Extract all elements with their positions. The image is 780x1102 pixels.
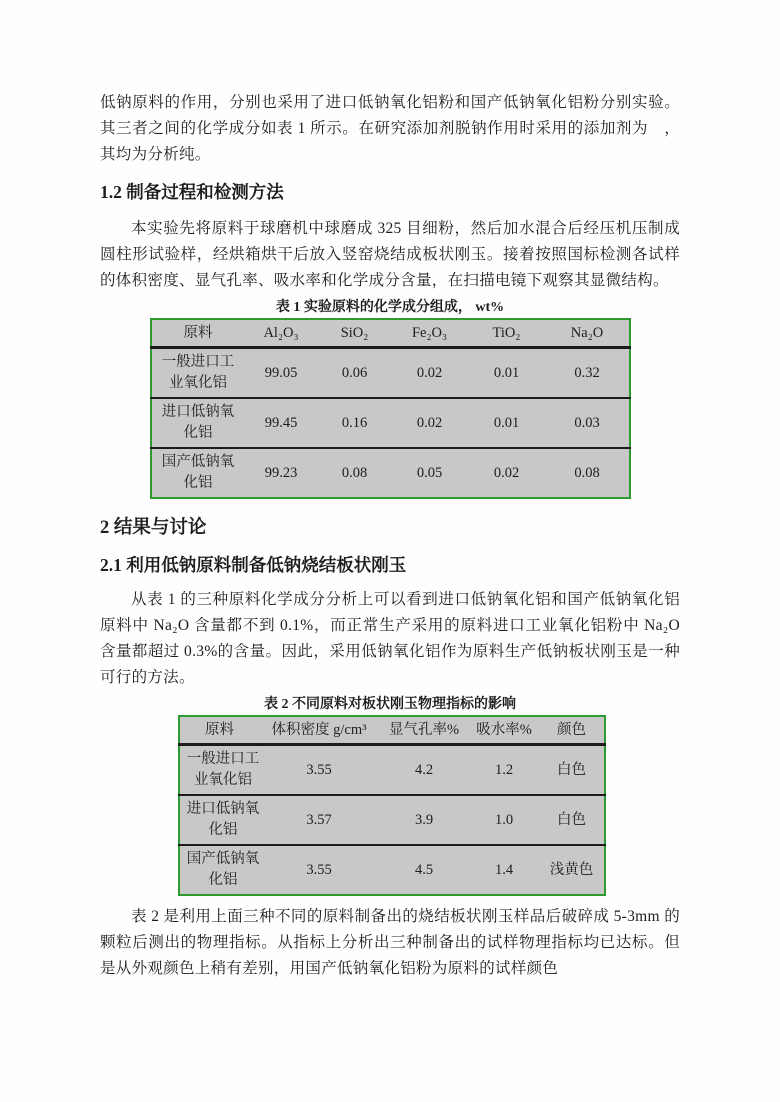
- table-row: [151, 348, 630, 399]
- table2-row1-absorption: 1.2: [494, 761, 514, 778]
- table1-row3-material: 国产低钠氧化铝: [161, 454, 235, 491]
- table1-col-fe2o3: Fe₂O₃: [391, 319, 468, 348]
- paragraph-conclusion: 表 2 是利用上面三种不同的原料制备出的烧结板状刚玉样品后破碎成 5-3mm 的颗粒后测出的物理指标。从指标上分析出三种制备出的试样物理指标均已达标。但是从外观颜色上稍有差别，用国产低钠氧化铝粉为原料的试样颜色: [100, 908, 680, 977]
- table1-col-material: 原料: [151, 319, 244, 348]
- table2-row3-color: 浅黄色: [539, 845, 605, 895]
- table1-row1-al2o3: 99.05: [264, 364, 298, 381]
- table2-caption: 表 2 不同原料对板状刚玉物理指标的影响: [264, 697, 516, 712]
- table2-row1-color: 白色: [557, 761, 586, 778]
- paragraph-continuation: 低钠原料的作用，分别也采用了进口低钠氧化铝粉和国产低钠氧化铝粉分别实验。其三者之间的化学成分如表 1 所示。在研究添加剂脱钠作用时采用的添加剂为 ，其均为分析纯。: [100, 94, 680, 163]
- spacer: [100, 896, 680, 904]
- table1-row2-tio2: 0.01: [468, 398, 545, 448]
- table2-row2-absorption: 1.0: [469, 795, 539, 845]
- table1-row3-fe2o3: 0.05: [391, 448, 468, 498]
- table1-row1-tio2: 0.01: [493, 364, 520, 381]
- table2-physical-properties: [178, 715, 606, 896]
- table1-col-sio2: SiO₂: [318, 319, 391, 348]
- table1-header-row: [151, 319, 630, 348]
- table1-row2-fe2o3: 0.02: [391, 398, 468, 448]
- table2-row2-density: 3.57: [259, 795, 379, 845]
- table2-header-row: [179, 716, 605, 745]
- table1-chemical-composition: [150, 318, 631, 499]
- table2-row1-material: 一般进口工业氧化铝: [186, 751, 260, 788]
- table2-row3-absorption: 1.4: [469, 845, 539, 895]
- table-row: [151, 398, 630, 448]
- table-row: [151, 448, 630, 498]
- table1-row2-na2o: 0.03: [545, 398, 630, 448]
- table2-row3-porosity: 4.5: [379, 845, 469, 895]
- table1-col-tio2: TiO₂: [468, 319, 545, 348]
- table1-row1-na2o: 0.32: [574, 364, 600, 381]
- table1-row1-material: 一般进口工业氧化铝: [161, 354, 235, 391]
- table1-row3-sio2: 0.08: [318, 448, 391, 498]
- table-row: [179, 745, 605, 796]
- spacer: [100, 204, 680, 216]
- table1-row2-sio2: 0.16: [318, 398, 391, 448]
- table2-row2-material: 进口低钠氧化铝: [186, 801, 260, 838]
- table2-row2-porosity: 3.9: [379, 795, 469, 845]
- table1-row1-sio2: 0.06: [341, 364, 368, 381]
- table-row: [179, 795, 605, 845]
- table1-col-na2o: Na₂O: [545, 319, 630, 348]
- table2-row3-material: 国产低钠氧化铝: [186, 851, 260, 888]
- section-1-2-heading: 1.2 制备过程和检测方法: [100, 182, 284, 202]
- table2-col-bulk-density: 体积密度 g/cm³: [259, 716, 379, 745]
- table1-row3-tio2: 0.02: [468, 448, 545, 498]
- table1-col-al2o3: Al₂O₃: [244, 319, 318, 348]
- paragraph-analysis: 从表 1 的三种原料化学成分分析上可以看到进口低钠氧化铝和国产低钠氧化铝原料中 Na₂O 含量都不到 0.1%，而正常生产采用的原料进口工业氧化铝粉中 Na₂O 含量都超过 0.3%的含量。因此，采用低钠氧化铝作为原料生产低钠板状刚玉是一种可行的方法。: [100, 591, 680, 686]
- spacer: [100, 577, 680, 587]
- table2-row3-density: 3.55: [259, 845, 379, 895]
- table2-col-material: 原料: [179, 716, 259, 745]
- table2-col-apparent-porosity: 显气孔率%: [379, 716, 469, 745]
- table2-row1-density: 3.55: [306, 761, 332, 778]
- section-2-heading: 2 结果与讨论: [100, 518, 207, 538]
- table1-caption: 表 1 实验原料的化学成分组成， wt%: [275, 300, 505, 315]
- table-row: [179, 845, 605, 895]
- table2-row1-porosity: 4.2: [414, 761, 434, 778]
- paragraph-preparation-method: 本实验先将原料于球磨机中球磨成 325 目细粉，然后加水混合后经压机压制成圆柱形试验样，经烘箱烘干后放入竖窑烧结成板状刚玉。接着按照国标检测各试样的体积密度、显气孔率、吸水率和化学成分含量，在扫描电镜下观察其显微结构。: [100, 220, 680, 289]
- table2-col-color: 颜色: [539, 716, 605, 745]
- table1-row2-material: 进口低钠氧化铝: [161, 404, 235, 441]
- table1-row3-al2o3: 99.23: [244, 448, 318, 498]
- table2-col-water-absorption: 吸水率%: [469, 716, 539, 745]
- table1-row3-na2o: 0.08: [545, 448, 630, 498]
- section-2-1-heading: 2.1 利用低钠原料制备低钠烧结板状刚玉: [100, 555, 407, 575]
- table2-row2-color: 白色: [539, 795, 605, 845]
- table1-row2-al2o3: 99.45: [244, 398, 318, 448]
- table1-row1-fe2o3: 0.02: [416, 364, 443, 381]
